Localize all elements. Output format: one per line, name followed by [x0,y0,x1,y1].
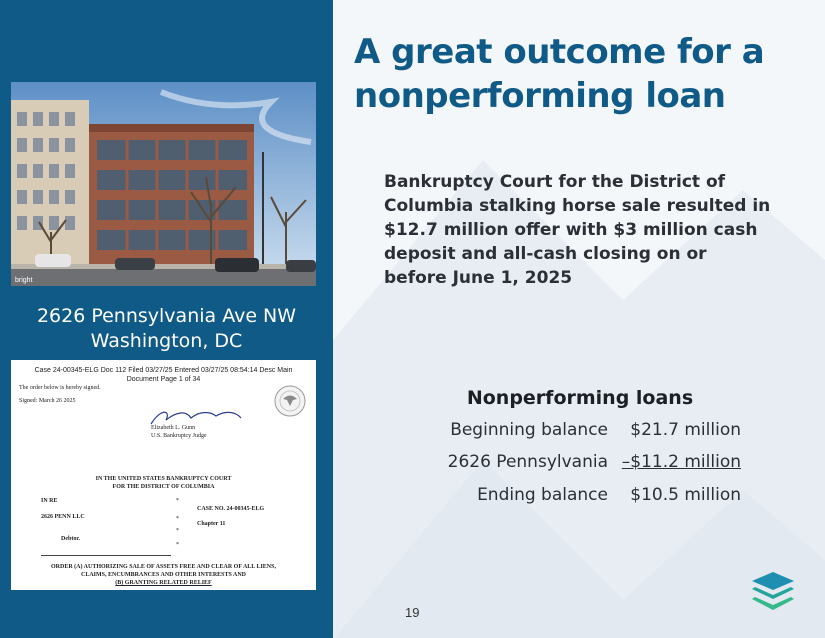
loan-label: Ending balance [477,485,608,505]
property-address [0,304,333,354]
order-title-line-2: CLAIMS, ENCUMBRANCES AND OTHER INTERESTS AND [80,572,247,578]
loan-value: $10.5 million [630,485,741,505]
loan-row-ending [400,485,745,515]
debtor-label: Debtor. [61,536,80,542]
address-line-1: 2626 Pennsylvania Ave NW [36,305,297,327]
body-line-5: before June 1, 2025 [384,268,573,288]
order-title-line-1: ORDER (A) AUTHORIZING SALE OF ASSETS FREE AND CLEAR OF ALL LIENS, [51,564,276,570]
left-panel [0,0,333,638]
body-line-3: $12.7 million offer with $3 million cash [384,220,758,240]
loans-heading: Nonperforming loans [466,387,694,409]
case-separator: * [176,498,179,504]
judge-title: U.S. Bankruptcy Judge [151,433,207,439]
loan-row-beginning [400,420,745,450]
photo-watermark: bright [15,277,33,284]
order-signed-text: The order below is hereby signed. [19,385,101,391]
loan-label: 2626 Pennsylvania [447,452,608,472]
loan-label: Beginning balance [450,420,608,440]
layers-logo-icon [750,570,796,612]
court-seal-icon [273,384,307,418]
doc-header-line-1: Case 24-00345-ELG Doc 112 Filed 03/27/25 Entered 03/27/25 08:54:14 Desc Main [34,367,293,374]
case-number: CASE NO. 24-00345-ELG [197,506,265,512]
signature-divider [41,555,171,556]
doc-header-line-2: Document Page 1 of 34 [126,376,201,383]
signed-date: Signed: March 26 2025 [19,398,76,404]
court-name-line-1: IN THE UNITED STATES BANKRUPTCY COURT [95,476,232,482]
debtor-name: 2626 PENN LLC [41,514,85,520]
body-line-4: deposit and all-cash closing on or [384,244,707,264]
case-separator: * [176,516,179,522]
loan-value: –$11.2 million [621,452,741,472]
chapter-number: Chapter 11 [197,521,226,527]
judge-name: Elizabeth L. Gunn [151,425,196,431]
loan-value: $21.7 million [630,420,741,440]
page-number: 19 [405,605,420,620]
slide-body [384,170,794,290]
title-line-2: nonperforming loan [354,76,726,116]
building-photo [11,82,316,286]
case-separator: * [176,542,179,548]
court-name-line-2: FOR THE DISTRICT OF COLUMBIA [112,484,215,490]
title-line-1: A great outcome for a [354,32,765,72]
body-line-2: Columbia stalking horse sale resulted in [384,196,771,216]
body-line-1: Bankruptcy Court for the District of [384,172,726,192]
in-re-label: IN RE [41,498,58,504]
order-title-line-3: (B) GRANTING RELATED RELIEF [115,580,212,586]
court-order-document [11,360,316,590]
case-separator: * [176,528,179,534]
slide-title [354,30,814,118]
address-line-2: Washington, DC [90,330,243,352]
building-photo-image [11,82,316,286]
doc-header [11,366,316,384]
loan-row-pennsylvania [400,452,745,482]
